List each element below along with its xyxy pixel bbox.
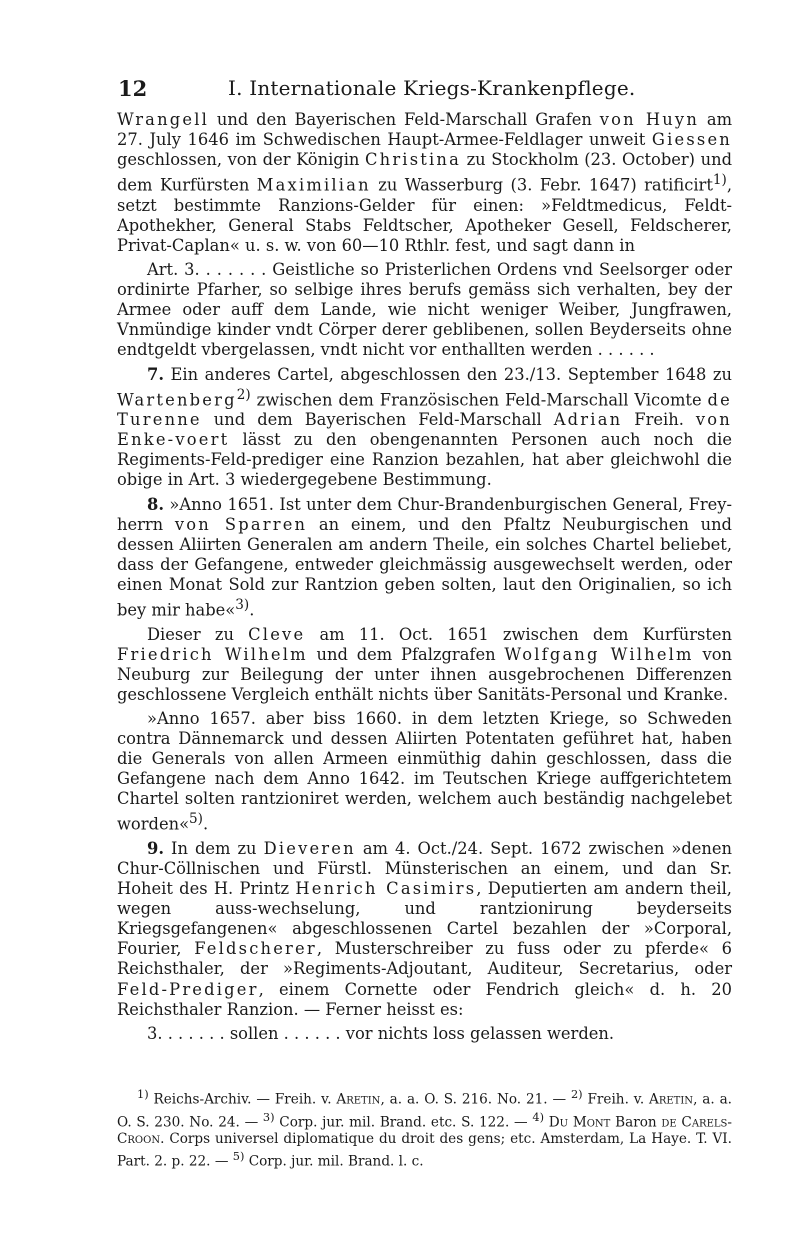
paragraph-art-3: Art. 3. . . . . . . Geistliche so Pristerlichen Ordens vnd Seelsorger oder ordinirte Pfarher, so selbige ihres berufs gemäss sich verhalten, bey der Armee oder auff dem Lande, wie nicht weniger Weiber, Jungfrawen, Vnmündige kinder vndt Cörper derer geblibenen, sollen Beyderseits ohne endtgeldt vbergelassen, vndt nicht vor enthallten werden . . . . . . xyxy=(117,260,732,360)
author-aretin: Aretin xyxy=(649,1091,694,1108)
term-feldscherer: Feldscherer xyxy=(194,939,317,959)
text-run: geschlossen, von der Königin xyxy=(117,150,365,170)
place-dieveren: Dieveren xyxy=(263,838,356,858)
running-title: I. Internationale Kriegs-Krankenpflege. xyxy=(228,76,636,100)
text-run: zwischen dem Französischen Feld-Marschall Vicomte xyxy=(250,390,708,410)
text-run: zu Wasserburg (3. Febr. 1647) ratificirt xyxy=(370,175,713,195)
name-christina: Christina xyxy=(364,150,462,170)
text-run: , Deputierten am andern theil, wegen auss-wechselung, und rantzionirung beyderseits Kriegsgefangenen« abgeschlossenen Cartel bezahlen der »Corporal, Fourier, xyxy=(117,879,732,959)
footnote-block xyxy=(117,1086,732,1171)
text-run: an einem, und den Pfaltz Neuburgischen und dessen Aliirten Generalen am andern Theile, ein solches Chartel beliebet, dass der Gefangene, entweder gleichmässig ausgewechselt werden, oder einen Monat Sold zur Rantzion geben solten, laut den Originalien, so ich bey mir habe« xyxy=(117,514,732,620)
name-adrian: Adrian xyxy=(553,410,623,430)
text-run: »Anno 1657. aber biss 1660. in dem letzten Kriege, so Schweden contra Dännemarck und dessen Aliirten Potentaten geführet hat, haben die Generals von allen Armeen einmüthig dahin geschlossen, dass die Gefangene nach dem Anno 1642. im Teutschen Kriege auffgerichtetem Chartel solten rantzioniret werden, welchem auch beständig nachgelebet worden« xyxy=(117,708,732,834)
footnote-ref-5: 5) xyxy=(189,811,203,828)
text-run: Freih. v. xyxy=(582,1091,650,1108)
text-run: In dem zu xyxy=(164,838,264,858)
name-friedrich-wilhelm: Friedrich Wilhelm xyxy=(117,644,308,664)
author-aretin: Aretin xyxy=(336,1091,381,1108)
name-maximilian: Maximilian xyxy=(256,175,371,195)
term-feld-prediger: Feld-Prediger xyxy=(117,979,259,999)
text-run: von Neuburg zur Beilegung der unter ihnen ausgebrochenen Differenzen geschlossene Vergleich enthält nichts über Sanitäts-Personal und Kranke. xyxy=(117,644,732,704)
page-number: 12 xyxy=(118,76,148,101)
section-number-9: 9. xyxy=(147,838,164,858)
text-run: , a. a. O. S. 230. No. 24. — xyxy=(117,1091,732,1131)
name-von-sparren: von Sparren xyxy=(174,514,308,534)
text-run: , a. a. O. S. 216. No. 21. — xyxy=(380,1091,571,1108)
name-wrangell: Wrangell xyxy=(117,110,210,129)
text-run: Corp. jur. mil. Brand. l. c. xyxy=(244,1153,424,1170)
footnotes xyxy=(117,1086,732,1171)
text-run: , Musterschreiber zu fuss oder zu pferde« 6 Reichsthaler, der »Regiments-Adjoutant, Auditeur, Secretarius, oder xyxy=(117,939,732,979)
place-giessen: Giessen xyxy=(651,130,732,150)
place-wartenberg: Wartenberg xyxy=(117,390,237,410)
footnote-ref-2: 2) xyxy=(236,386,251,403)
paragraph-cleve xyxy=(117,625,732,705)
text-run: Corp. jur. mil. Brand. etc. S. 122. — xyxy=(274,1114,533,1131)
paragraph-art-3-quote: 3. . . . . . . sollen . . . . . . vor nichts loss gelassen werden. xyxy=(147,1023,615,1043)
name-henrich-casimirs: Henrich Casimirs xyxy=(295,879,477,899)
text-run: . Corps universel diplomatique du droit des gens; etc. Amsterdam, La Haye. T. VI. Part. 2. p. 22. — xyxy=(117,1131,732,1170)
text-run: , einem Cornette oder Fendrich gleich« d. h. 20 Reichsthaler Ranzion. — Ferner heisst es: xyxy=(117,979,732,1019)
name-wolfgang-wilhelm: Wolfgang Wilhelm xyxy=(504,644,694,664)
text-run: Baron xyxy=(610,1114,662,1131)
text-run: , setzt bestimmte Ranzions-Gelder für einen: »Feldtmedicus, Feldt-Apothekher, General Stabs Feldtscher, Apotheker Gesell, Feldscherer, Privat-Caplan« u. s. w. von 60—10 Rthlr. fest, und sagt dann in xyxy=(117,175,733,255)
text-run: am 11. Oct. 1651 zwischen dem Kurfürsten xyxy=(305,624,732,644)
text-run: Freih. xyxy=(622,410,696,430)
author-du-mont: Du Mont xyxy=(548,1114,611,1131)
footnote-mark-3: 3) xyxy=(262,1109,275,1124)
paragraph-8 xyxy=(117,495,732,621)
name-de-turenne: de Turenne xyxy=(117,390,732,430)
text-run: und den Bayerischen Feld-Marschall Grafen xyxy=(209,110,600,129)
paragraph-anno-1657 xyxy=(117,709,732,835)
text-run: und dem Bayerischen Feld-Marschall xyxy=(201,410,554,430)
text-run: zu Stockholm (23. October) und dem Kurfürsten xyxy=(117,150,732,195)
text-run: Reichs-Archiv. — Freih. v. xyxy=(148,1091,337,1108)
page-header xyxy=(118,72,688,102)
name-von-enkevoert: von Enke-voert xyxy=(117,410,732,450)
section-number-7: 7. xyxy=(147,364,164,384)
section-number-8: 8. xyxy=(147,494,164,514)
author-carels-croon: de Carels-Croon xyxy=(117,1114,732,1148)
text-run: Ein anderes Cartel, abgeschlossen den 23./13. September 1648 zu xyxy=(164,364,732,384)
text-run: lässt zu den obengenannten Personen auch noch die Regiments-Feld-prediger eine Ranzion bezahlen, hat aber gleichwohl die obige in Art. 3 wiedergegebene Bestimmung. xyxy=(117,430,732,490)
main-text xyxy=(117,110,732,1048)
text-run: . xyxy=(202,814,209,834)
footnote-ref-1: 1) xyxy=(712,172,727,189)
place-cleve: Cleve xyxy=(248,624,306,644)
footnote-ref-3: 3) xyxy=(235,597,250,613)
text-run: Dieser zu xyxy=(147,624,249,644)
footnote-mark-1: 1) xyxy=(137,1087,149,1101)
paragraph-7 xyxy=(117,365,732,491)
text-run: am 4. Oct./24. Sept. 1672 zwischen »denen Chur-Cöllnischen und Fürstl. Münsterischen an einem, und dan Sr. Hoheit des H. Printz xyxy=(117,838,732,899)
paragraph-9 xyxy=(117,839,732,1020)
footnote-mark-4: 4) xyxy=(532,1109,544,1124)
footnote-mark-2: 2) xyxy=(570,1087,583,1101)
name-von-huyn: von Huyn xyxy=(599,110,700,129)
footnote-mark-5: 5) xyxy=(232,1149,245,1164)
text-run: »Anno 1651. Ist unter dem Chur-Brandenburgischen General, Frey-herrn xyxy=(117,494,732,534)
text-run: am 27. July 1646 im Schwedischen Haupt-Armee-Feldlager unweit xyxy=(117,110,733,150)
text-run: . xyxy=(249,600,255,620)
text-run: und dem Pfalzgrafen xyxy=(307,644,505,664)
paragraph-wrangell-cartel xyxy=(117,110,732,256)
